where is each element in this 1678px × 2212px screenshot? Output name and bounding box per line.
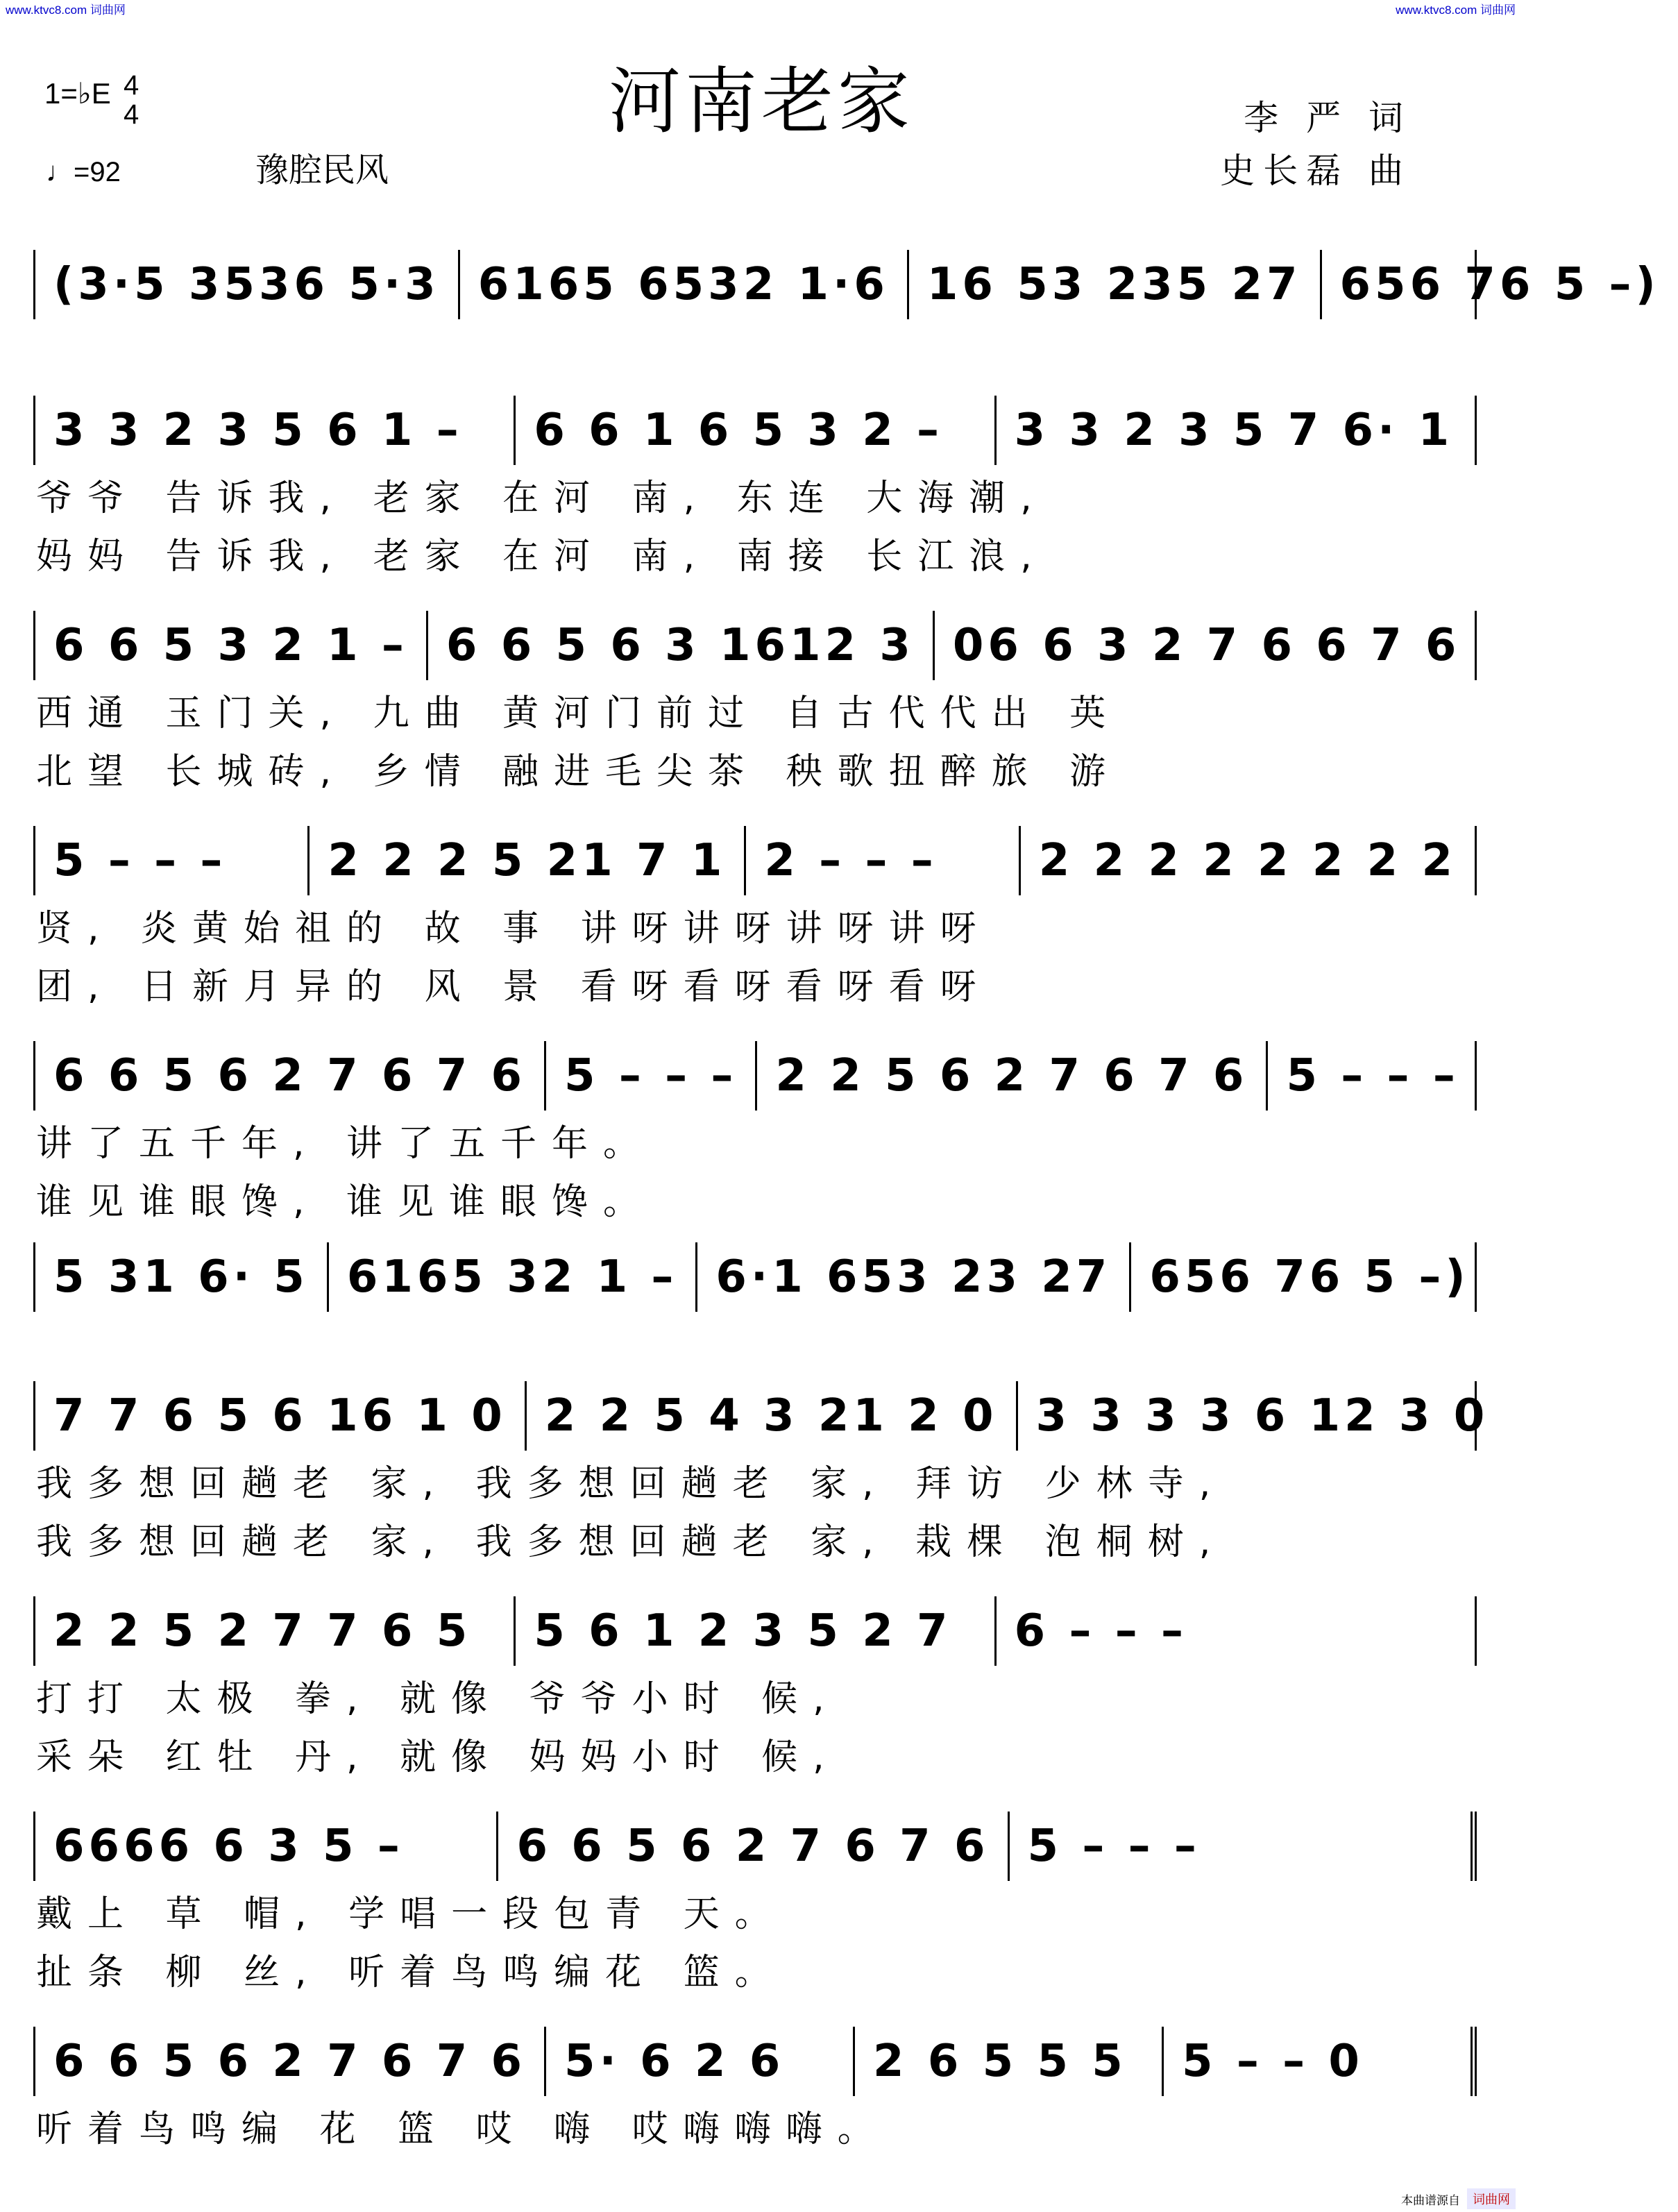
notes-staff — [33, 1596, 1477, 1666]
measure: 2 2 5 4 3 21 2 0 — [527, 1381, 1018, 1451]
measure: 6 6 5 6 3 1612 3 — [428, 611, 935, 680]
notes-staff — [33, 2027, 1477, 2096]
key-signature: 1=♭E — [44, 77, 111, 110]
lyric-line: 爷爷 告诉我, 老家 在河 南, 东连 大海潮, — [36, 477, 1047, 519]
measure: 5 – – – — [35, 826, 310, 895]
time-signature-top: 4 — [124, 70, 139, 101]
score-system — [33, 250, 1660, 319]
lyric-line: 扯条 柳 丝, 听着鸟鸣编花 篮。 — [36, 1951, 786, 1993]
site-watermark-left: www.ktvc8.com 词曲网 — [6, 3, 126, 17]
notes-staff — [33, 1041, 1477, 1111]
measure: 2 2 2 5 21 7 1 — [310, 826, 746, 895]
measure: 6 6 5 6 2 7 6 7 6 — [35, 1041, 546, 1111]
notes-staff — [33, 611, 1477, 680]
lyric-line: 贤, 炎黄始祖的 故 事 讲呀讲呀讲呀讲呀 — [36, 907, 992, 949]
tempo-marking: ♩=92 — [46, 157, 121, 187]
measure: 16 53 235 27 — [909, 250, 1322, 319]
measure: 3 3 3 3 6 12 3 0 — [1035, 1390, 1489, 1442]
lyric-line: 西通 玉门关, 九曲 黄河门前过 自古代代出 英 — [36, 692, 1121, 734]
lyric-line: 听着鸟鸣编 花 篮 哎 嗨 哎嗨嗨嗨。 — [36, 2108, 889, 2150]
measure: 5· 6 2 6 — [546, 2027, 855, 2096]
lyric-line: 谁见谁眼馋, 谁见谁眼馋。 — [36, 1181, 655, 1223]
measure: (3·5 3536 5·3 — [35, 250, 460, 319]
score-system — [33, 611, 1477, 797]
lyric-line: 戴上 草 帽, 学唱一段包青 天。 — [36, 1893, 786, 1935]
measure: 6666 6 3 5 – — [35, 1812, 498, 1881]
measure: 5 – – – — [1027, 1821, 1201, 1872]
measure: 6165 6532 1·6 — [460, 250, 909, 319]
notes-staff — [33, 1242, 1477, 1312]
score-system — [33, 1812, 1477, 1998]
measure: 5 – – 0 — [1182, 2036, 1364, 2087]
score-system — [33, 1041, 1477, 1227]
time-signature — [124, 71, 139, 129]
song-title: 河南老家 — [608, 59, 914, 144]
measure: 5 6 1 2 3 5 2 7 — [516, 1596, 996, 1666]
measure: 6 6 5 3 2 1 – — [35, 611, 428, 680]
notes-staff — [33, 1812, 1477, 1881]
measure: 3 3 2 3 5 6 1 – — [35, 396, 516, 465]
site-watermark-right: www.ktvc8.com 词曲网 — [1396, 3, 1516, 17]
measure: 5 – – – — [1286, 1050, 1459, 1101]
lyricist-credit: 李 严 词 — [1244, 98, 1412, 138]
measure: 6 – – – — [1014, 1605, 1188, 1657]
score-system — [33, 1242, 1477, 1312]
measure: 5 – – – — [546, 1041, 757, 1111]
measure: 2 – – – — [746, 826, 1020, 895]
composer-credit: 史长磊 曲 — [1220, 151, 1412, 191]
footer-source-text: 本曲谱源自 — [1401, 2194, 1460, 2208]
lyric-line: 我多想回趟老 家, 我多想回趟老 家, 栽棵 泡桐树, — [36, 1521, 1226, 1563]
measure: 3 3 2 3 5 7 6· 1 — [1014, 405, 1454, 456]
score-system — [33, 826, 1477, 1012]
measure: 6 6 1 6 5 3 2 – — [516, 396, 996, 465]
measure: 7 7 6 5 6 16 1 0 — [35, 1381, 527, 1451]
lyric-line: 讲了五千年, 讲了五千年。 — [36, 1122, 655, 1165]
measure: 656 76 5 –) — [1149, 1251, 1470, 1303]
style-marking: 豫腔民风 — [255, 151, 389, 189]
measure: 2 2 2 2 2 2 2 2 — [1038, 835, 1457, 886]
measure: 2 2 5 2 7 7 6 5 — [35, 1596, 516, 1666]
score-system — [33, 1381, 1489, 1567]
notes-staff — [33, 396, 1477, 465]
measure: 5 31 6· 5 — [35, 1242, 329, 1312]
time-signature-bottom: 4 — [124, 99, 139, 130]
measure: 656 76 5 –) — [1339, 259, 1660, 310]
lyric-line: 我多想回趟老 家, 我多想回趟老 家, 拜访 少林寺, — [36, 1462, 1226, 1505]
measure: 2 2 5 6 2 7 6 7 6 — [757, 1041, 1268, 1111]
footer-logo: 词曲网 — [1467, 2188, 1516, 2209]
lyric-line: 北望 长城砖, 乡情 融进毛尖茶 秧歌扭醉旅 游 — [36, 750, 1121, 793]
lyric-line: 妈妈 告诉我, 老家 在河 南, 南接 长江浪, — [36, 535, 1047, 577]
measure: 6 6 5 6 2 7 6 7 6 — [35, 2027, 546, 2096]
measure: 6 6 5 6 2 7 6 7 6 — [498, 1812, 1009, 1881]
score-system — [33, 396, 1477, 582]
measure: 06 6 3 2 7 6 6 7 6 — [952, 620, 1461, 671]
notes-staff — [33, 826, 1477, 895]
lyric-line: 采朵 红牡 丹, 就像 妈妈小时 候, — [36, 1736, 840, 1778]
notes-staff — [33, 250, 1660, 319]
score-system — [33, 1596, 1477, 1782]
measure: 6·1 653 23 27 — [697, 1242, 1131, 1312]
notes-staff — [33, 1381, 1489, 1451]
lyric-line: 团, 日新月异的 风 景 看呀看呀看呀看呀 — [36, 965, 992, 1008]
score-system — [33, 2027, 1477, 2154]
measure: 6165 32 1 – — [329, 1242, 698, 1312]
measure: 2 6 5 5 5 — [855, 2027, 1164, 2096]
lyric-line: 打打 太极 拳, 就像 爷爷小时 候, — [36, 1678, 840, 1720]
